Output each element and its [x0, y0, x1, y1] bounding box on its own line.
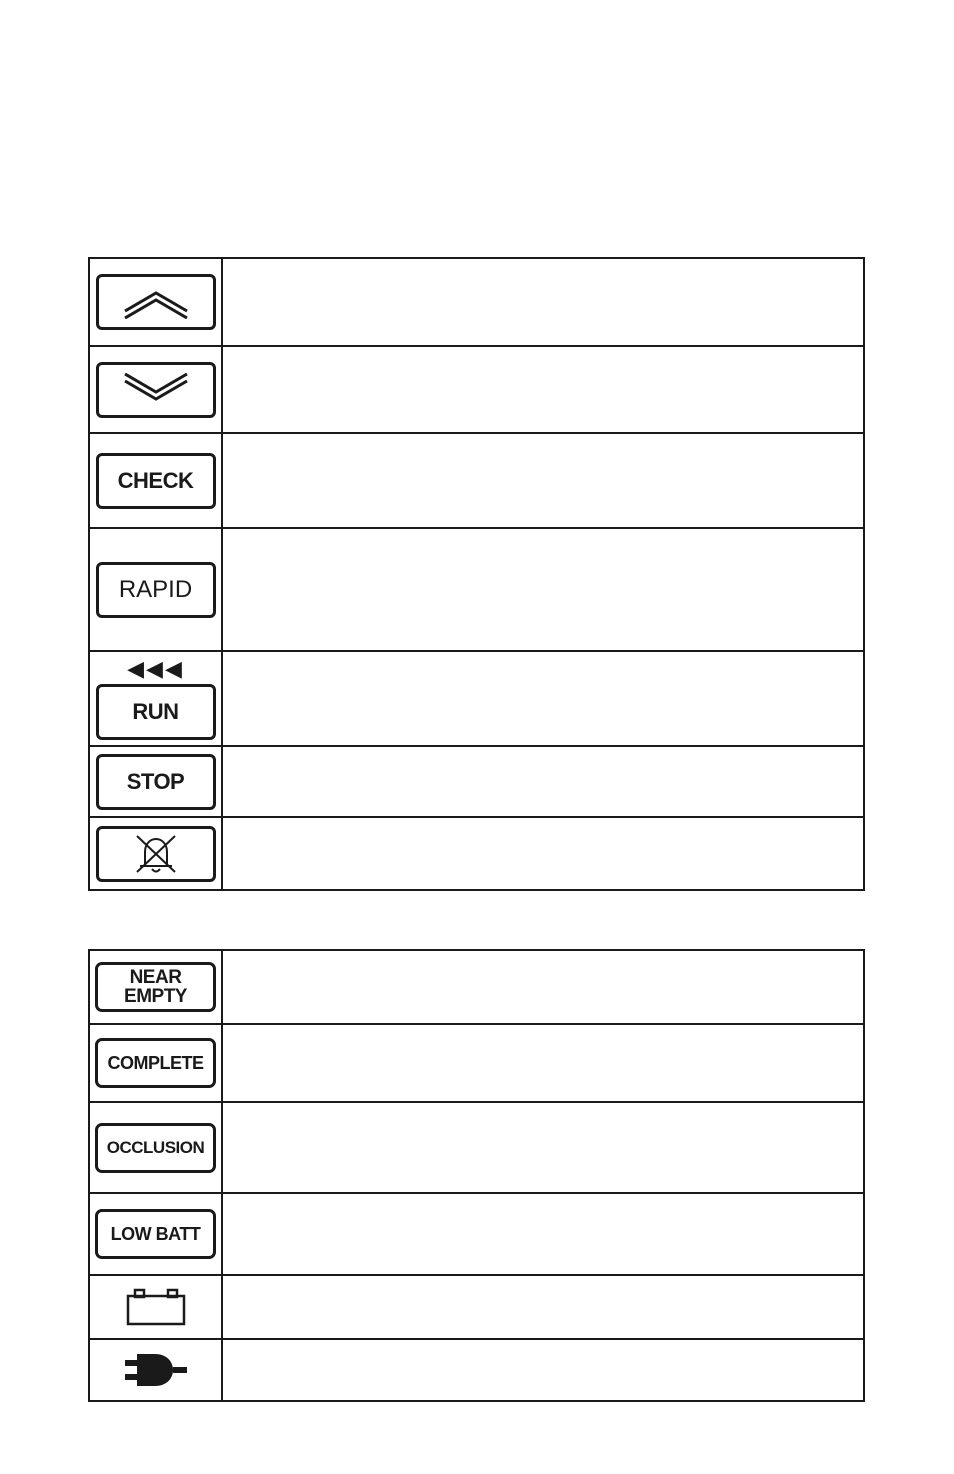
table-row [90, 951, 863, 1025]
table-row [90, 747, 863, 818]
indicator-icon-cell [90, 951, 223, 1023]
indicator-description [223, 951, 863, 1023]
indicator-description [223, 1194, 863, 1274]
table-row [90, 1276, 863, 1340]
occlusion-indicator: OCCLUSION [95, 1123, 216, 1173]
indicator-icon-cell [90, 1194, 223, 1274]
indicator-icon-cell [90, 1103, 223, 1192]
table-row [90, 434, 863, 529]
indicator-icon-cell [90, 1340, 223, 1400]
indicator-icon-cell [90, 1276, 223, 1338]
near-empty-indicator [95, 962, 216, 1012]
run-key: RUN [96, 684, 216, 740]
table-row [90, 1025, 863, 1103]
table-row [90, 347, 863, 434]
chevron-up-icon [121, 285, 191, 319]
check-key: CHECK [96, 453, 216, 509]
key-icon-cell [90, 652, 223, 745]
key-description [223, 529, 863, 650]
table-row [90, 529, 863, 652]
table-row [90, 818, 863, 889]
rapid-key: RAPID [96, 562, 216, 618]
key-description [223, 818, 863, 889]
key-icon-cell [90, 347, 223, 432]
stop-key: STOP [96, 754, 216, 810]
key-icon-cell [90, 747, 223, 816]
key-description [223, 347, 863, 432]
battery-icon [126, 1288, 186, 1326]
alarm-silence-icon [131, 832, 181, 876]
key-description [223, 652, 863, 745]
key-icon-cell [90, 818, 223, 889]
near-empty-line1: NEAR [129, 967, 182, 988]
key-description [223, 259, 863, 345]
chevron-down-icon [121, 373, 191, 407]
down-key [96, 362, 216, 418]
alarm-silence-key [96, 826, 216, 882]
keys-table [88, 257, 865, 891]
table-row [90, 1340, 863, 1400]
near-empty-line2: EMPTY [124, 986, 187, 1007]
up-key [96, 274, 216, 330]
power-plug-icon [125, 1352, 187, 1388]
indicators-table [88, 949, 865, 1402]
indicator-description [223, 1276, 863, 1338]
low-batt-indicator: LOW BATT [95, 1209, 216, 1259]
indicator-description [223, 1340, 863, 1400]
table-row [90, 259, 863, 347]
key-icon-cell [90, 529, 223, 650]
key-icon-cell [90, 434, 223, 527]
complete-indicator: COMPLETE [95, 1038, 216, 1088]
table-row [90, 1194, 863, 1276]
key-icon-cell [90, 259, 223, 345]
table-row [90, 652, 863, 747]
key-description [223, 747, 863, 816]
indicator-description [223, 1103, 863, 1192]
table-row [90, 1103, 863, 1194]
indicator-description [223, 1025, 863, 1101]
key-description [223, 434, 863, 527]
indicator-icon-cell [90, 1025, 223, 1101]
run-direction-arrows-icon: ◀◀◀ [127, 655, 184, 681]
